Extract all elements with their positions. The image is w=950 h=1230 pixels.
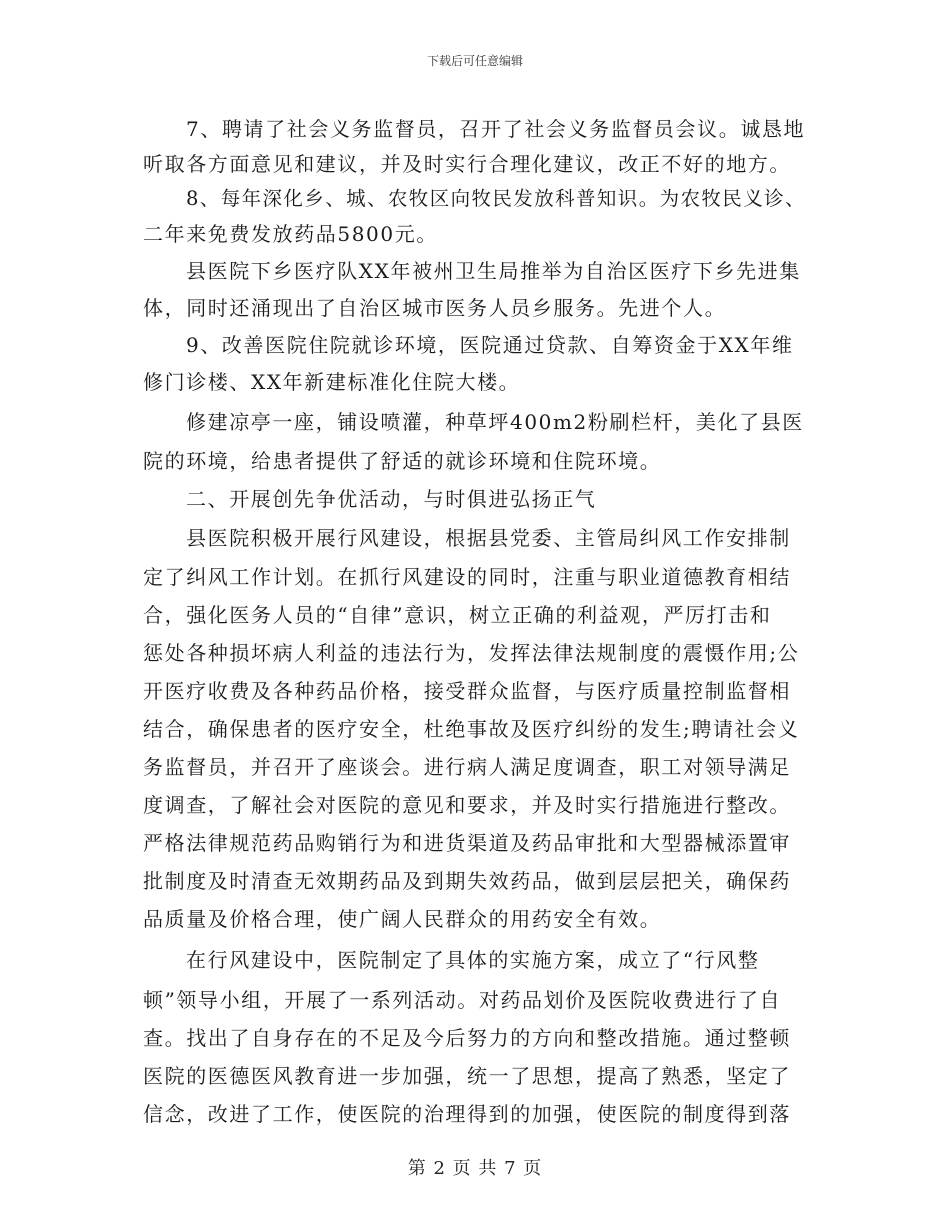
section-heading: 二、开展创先争优活动，与时俱进弘扬正气 xyxy=(186,487,597,511)
text-line: 8、每年深化乡、城、农牧区向牧民发放科普知识。为农牧民义诊、 xyxy=(186,187,806,210)
text-line: 定了纠风工作计划。在抓行风建设的同时，注重与职业道德教育相结 xyxy=(143,565,791,589)
text-line: 医院的医德医风教育进一步加强，统一了思想，提高了熟悉，坚定了 xyxy=(143,1064,791,1088)
text-line: 9、改善医院住院就诊环境，医院通过贷款、自筹资金于XX年维 xyxy=(186,333,794,357)
text-line: 听取各方面意见和建议，并及时实行合理化建议，改正不好的地方。 xyxy=(143,152,791,176)
text-line: 顿”领导小组，开展了一系列活动。对药品划价及医院收费进行了自 xyxy=(143,988,782,1012)
text-line: 院的环境，给患者提供了舒适的就诊环境和住院环境。 xyxy=(143,449,662,473)
text-line: 结合，确保患者的医疗安全，杜绝事故及医疗纠纷的发生;聘请社会义 xyxy=(143,717,800,741)
text-line: 度调查，了解社会对医院的意见和要求，并及时实行措施进行整改。 xyxy=(143,793,791,817)
text-line: 品质量及价格合理，使广阔人民群众的用药安全有效。 xyxy=(143,907,662,931)
text-line: 修建凉亭一座，铺设喷灌，种草坪400m2粉刷栏杆，美化了县医 xyxy=(186,410,804,434)
text-line: 合，强化医务人员的“自律”意识，树立正确的利益观，严厉打击和 xyxy=(143,603,772,627)
text-line: 修门诊楼、XX年新建标准化住院大楼。 xyxy=(143,370,521,394)
text-line: 开医疗收费及各种药品价格，接受群众监督，与医疗质量控制监督相 xyxy=(143,679,791,703)
text-line: 在行风建设中，医院制定了具体的实施方案，成立了“行风整 xyxy=(186,948,760,972)
text-line: 7、聘请了社会义务监督员，召开了社会义务监督员会议。诚恳地 xyxy=(186,117,806,141)
text-line: 县医院下乡医疗队XX年被州卫生局推举为自治区医疗下乡先进集 xyxy=(186,259,801,283)
text-line: 二年来免费发放药品5800元。 xyxy=(143,222,438,246)
text-line: 县医院积极开展行风建设，根据县党委、主管局纠风工作安排制 xyxy=(186,526,791,550)
page-header: 下载后可任意编辑 xyxy=(426,54,523,68)
text-line: 体，同时还涌现出了自治区城市医务人员乡服务。先进个人。 xyxy=(143,296,727,320)
page-footer: 第 2 页 共 7 页 xyxy=(407,1158,543,1179)
text-line: 严格法律规范药品购销行为和进货渠道及药品审批和大型器械添置审 xyxy=(143,831,791,855)
text-line: 务监督员，并召开了座谈会。进行病人满足度调查，职工对领导满足 xyxy=(143,755,791,779)
text-line: 查。找出了自身存在的不足及今后努力的方向和整改措施。通过整顿 xyxy=(143,1026,791,1050)
text-line: 批制度及时清查无效期药品及到期失效药品，做到层层把关，确保药 xyxy=(143,869,791,893)
text-line: 惩处各种损坏病人利益的违法行为，发挥法律法规制度的震慑作用;公 xyxy=(143,641,800,665)
text-line: 信念，改进了工作，使医院的治理得到的加强，使医院的制度得到落 xyxy=(143,1102,791,1126)
